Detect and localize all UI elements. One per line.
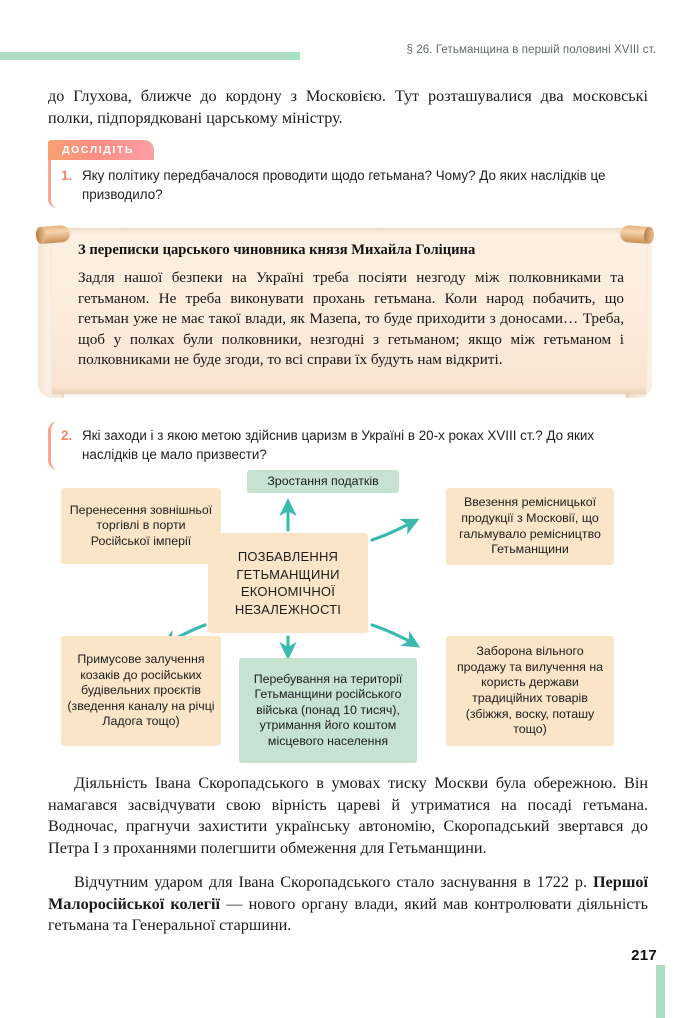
diagram-node-label: Примусове залучення козаків до російських будівельних проєктів (зведення каналу на річці Ладога тощо) [67, 652, 215, 729]
diagram-node-right-up [446, 488, 614, 565]
diagram-node-bottom [239, 658, 417, 763]
investigate-question-list [48, 160, 648, 208]
source-scroll [30, 222, 666, 397]
question-number: 1. [61, 168, 73, 183]
footer-accent-bar [656, 965, 665, 1018]
page-header [0, 44, 695, 66]
section-title: § 26. Гетьманщина в першій половині XVIII ст. [406, 44, 656, 56]
paragraph-skoropadskyi: Діяльність Івана Скоропадського в умовах тиску Москви була обережною. Він намагався засвідчувати свою вірність цареві й утриматися на посаді гетьмана. Водночас, прагнучи захистити українську автономію, Скоропадський звертався до Петра I з проханнями полегшити обмеження для Гетьманщини. [48, 774, 648, 857]
paragraph-part-before: Відчутним ударом для Івана Скоропадського стало заснування в 1722 р. [74, 873, 593, 891]
investigate-block [48, 140, 648, 208]
diagram-node-label: Заборона вільного продажу та вилучення на користь держави традиційних товарів (збіжжя, воску, поташу тощо) [456, 644, 604, 737]
list-item [61, 167, 648, 204]
list-item [61, 427, 648, 464]
diagram-center-node [208, 533, 368, 633]
paragraph-kolehiia [48, 872, 648, 937]
page-number: 217 [631, 947, 657, 964]
investigate-block-2 [48, 421, 648, 470]
diagram-node-label: Перебування на території Гетьманщини російського війська (понад 10 тисяч), утримання його коштом місцевого населення [253, 671, 403, 748]
diagram-node-top [247, 470, 399, 493]
paragraph-part-after: — нового органу влади, який мав контролювати діяльність гетьмана та Генеральної старшини. [48, 894, 648, 934]
paragraph-bold-term: Першої Малоросійської колегії [48, 873, 648, 913]
source-title: З переписки царського чиновника князя Михайла Голіцина [78, 242, 476, 258]
header-accent-bar [0, 52, 300, 60]
diagram-node-label: Перенесення зовнішньої торгівлі в порти Російської імперії [69, 502, 213, 548]
investigate-question-list-2 [48, 421, 648, 470]
economic-dependence-diagram [48, 470, 648, 765]
lead-paragraph: до Глухова, ближче до кордону з Московією. Тут розташувалися два московські полки, підпорядковані царському міністру. [48, 87, 648, 127]
scroll-roll-right-icon [619, 221, 655, 251]
diagram-node-label: Зростання податків [267, 473, 379, 488]
diagram-node-right-down [446, 636, 614, 746]
scroll-roll-left-icon [35, 221, 71, 251]
diagram-node-label: Ввезення ремісницької продукції з Московії, що гальмувало ремісництво Гетьманщини [459, 495, 601, 557]
source-text: Задля нашої безпеки на Україні треба посіяти незгоду між полковниками та гетьманом. Не треба виконувати прохань гетьмана. Коли народ побачить, що гетьман уже не має такої влади, як Мазепа, то буде приходити з доносами… Треба, щоб у полках були полковники, незгодні з гетьманом; якщо між гетьманом і полковниками не буде згоди, то всі справи їх будуть нам відкриті. [78, 269, 624, 368]
diagram-node-left-up [61, 488, 221, 564]
question-text: Яку політику передбачалося проводити щодо гетьмана? Чому? До яких наслідків це призводило? [82, 168, 606, 202]
diagram-center-label: ПОЗБАВЛЕННЯ ГЕТЬМАНЩИНИ ЕКОНОМІЧНОЇ НЕЗАЛЕЖНОСТІ [234, 549, 342, 617]
question-number: 2. [61, 428, 73, 443]
question-text: Які заходи і з якою метою здійснив царизм в Україні в 20-х роках XVIII ст.? До яких наслідків це мало призвести? [82, 428, 595, 462]
investigate-badge: ДОСЛІДІТЬ [48, 140, 154, 160]
scroll-content [78, 242, 624, 371]
diagram-node-left-down [61, 636, 221, 746]
